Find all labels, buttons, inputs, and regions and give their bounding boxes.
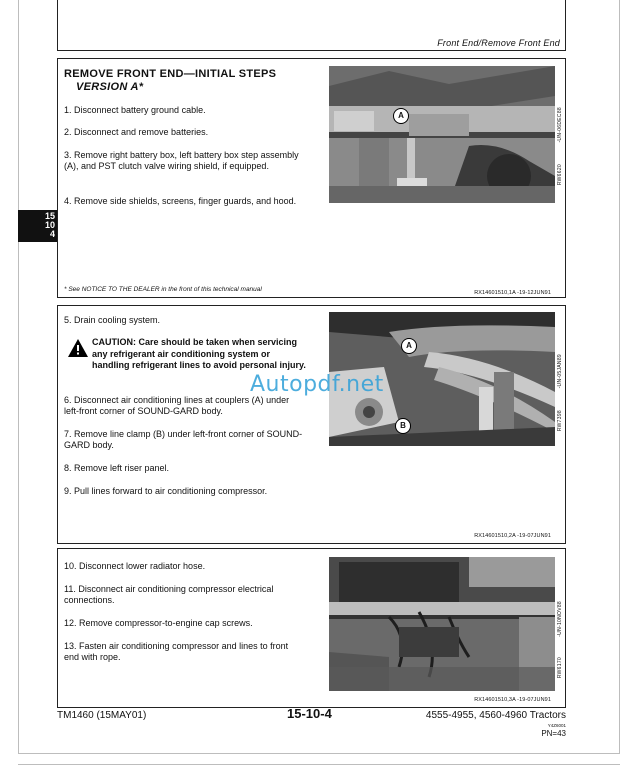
tab-line-2: 10 (44, 220, 55, 230)
page-number: 15-10-4 (287, 706, 332, 721)
step-9: 9. Pull lines forward to air conditioning compressor. (64, 486, 268, 496)
warning-icon (68, 339, 88, 357)
step-10: 10. Disconnect lower radiator hose. (64, 561, 206, 571)
page-header-title: Front End/Remove Front End (437, 38, 560, 48)
next-page-edge (18, 764, 620, 775)
section-ac-lines (57, 305, 566, 544)
step-5: 5. Drain cooling system. (64, 315, 161, 325)
pn-number: PN=43 (541, 729, 566, 738)
reference-code: RX14601510,2A -19-07JUN91 (474, 533, 551, 539)
callout-b: B (395, 418, 411, 434)
compressor-illustration (329, 557, 555, 691)
callout-a: A (393, 108, 409, 124)
tab-line-1: 15 (44, 211, 55, 221)
step-13: 13. Fasten air conditioning compressor and lines to front end with rope. (64, 641, 289, 662)
step-1: 1. Disconnect battery ground cable. (64, 105, 206, 115)
step-6: 6. Disconnect air conditioning lines at couplers (A) under left-front corner of SOUND-GARD body. (64, 395, 290, 416)
callout-a: A (401, 338, 417, 354)
section-initial-steps (57, 58, 566, 298)
step-12: 12. Remove compressor-to-engine cap screws. (64, 618, 253, 628)
step-2: 2. Disconnect and remove batteries. (64, 127, 209, 137)
step-3: 3. Remove right battery box, left battery box step assembly (A), and PST clutch valve wiring shield, if equipped. (64, 150, 299, 171)
footnote: * See NOTICE TO THE DEALER in the front of this technical manual (64, 286, 262, 293)
section-title: REMOVE FRONT END—INITIAL STEPS VERSION A* (64, 68, 277, 93)
photo-code-left: RW6170 (557, 657, 563, 679)
step-8: 8. Remove left riser panel. (64, 463, 170, 473)
watermark: Autopdf.net (250, 372, 384, 397)
battery-box-photo (329, 66, 555, 203)
photo-code-right: -UN-10NOV88 (557, 601, 563, 637)
battery-box-illustration (329, 66, 555, 203)
reference-code: RX14601510,3A -19-07JUN91 (474, 697, 551, 703)
section-compressor (57, 548, 566, 708)
tractor-models: 4555-4955, 4560-4960 Tractors (425, 710, 566, 721)
footer-code: Y4Z6001 (547, 723, 566, 728)
section-tab (18, 210, 58, 242)
step-4: 4. Remove side shields, screens, finger guards, and hood. (64, 196, 297, 206)
step-7: 7. Remove line clamp (B) under left-front corner of SOUND-GARD body. (64, 429, 303, 450)
photo-code-right: -UN-06DEC88 (557, 107, 563, 143)
manual-id: TM1460 (15MAY01) (57, 710, 147, 721)
photo-code-left: RW6620 (557, 164, 563, 186)
photo-code-right: -UN-05JAN89 (557, 354, 563, 389)
caution-text: CAUTION: Care should be taken when servicing any refrigerant air conditioning system or handling refrigerant lines to avoid personal injury. (92, 337, 306, 370)
reference-code: RX14601510,1A -19-12JUN91 (474, 290, 551, 296)
compressor-photo (329, 557, 555, 691)
photo-code-left: RW7398 (557, 410, 563, 432)
tab-line-3: 4 (49, 229, 55, 239)
step-11: 11. Disconnect air conditioning compressor electrical connections. (64, 584, 274, 605)
version-label: VERSION A* (76, 81, 144, 93)
